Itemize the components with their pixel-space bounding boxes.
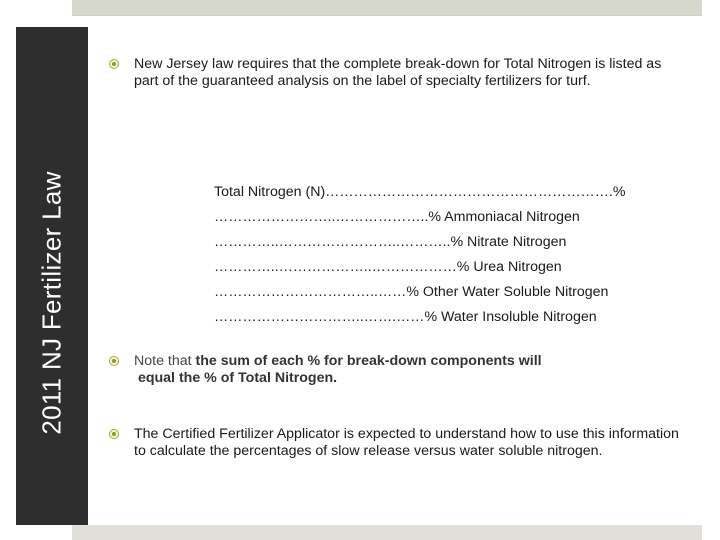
breakdown-water-insoluble: …………………………..…….……% Water Insoluble Nitrogen xyxy=(214,309,597,325)
bullet-applicator xyxy=(109,426,689,460)
bottom-decorative-bar xyxy=(72,525,702,540)
bullet-text xyxy=(109,353,689,387)
nitrogen-breakdown-list xyxy=(214,180,674,330)
top-decorative-bar xyxy=(72,0,702,16)
note-prefix: Note that xyxy=(134,353,196,369)
slide-title: 2011 NJ Fertilizer Law xyxy=(36,171,67,435)
circle-target-bullet-icon xyxy=(109,59,119,69)
breakdown-ammoniacal: ……………………..………………..% Ammoniacal Nitrogen xyxy=(214,209,580,225)
breakdown-other-water-soluble: ……………………………..……% Other Water Soluble Nitrogen xyxy=(214,284,609,300)
sidebar-title-panel xyxy=(16,27,88,525)
breakdown-nitrate: …………..……………………..………..% Nitrate Nitrogen xyxy=(214,234,567,250)
circle-target-bullet-icon xyxy=(109,356,119,366)
bullet-nj-law xyxy=(109,56,689,90)
bullet-sum-note xyxy=(109,353,689,387)
bullet-text: The Certified Fertilizer Applicator is expected to understand how to use this information to calculate the percentages of slow release versus water soluble nitrogen. xyxy=(134,426,679,459)
breakdown-total-nitrogen: Total Nitrogen (N)…………………………………………………….% xyxy=(214,184,626,200)
breakdown-urea: …………..………………..………………% Urea Nitrogen xyxy=(214,259,562,275)
circle-target-bullet-icon xyxy=(109,429,119,439)
note-bold: the sum of each % for break-down components will xyxy=(195,353,542,369)
bullet-text: New Jersey law requires that the complete break-down for Total Nitrogen is listed as part of the guaranteed analysis on the label of specialty fertilizers for turf. xyxy=(134,56,662,89)
note-bold-line2: equal the % of Total Nitrogen. xyxy=(134,370,338,386)
